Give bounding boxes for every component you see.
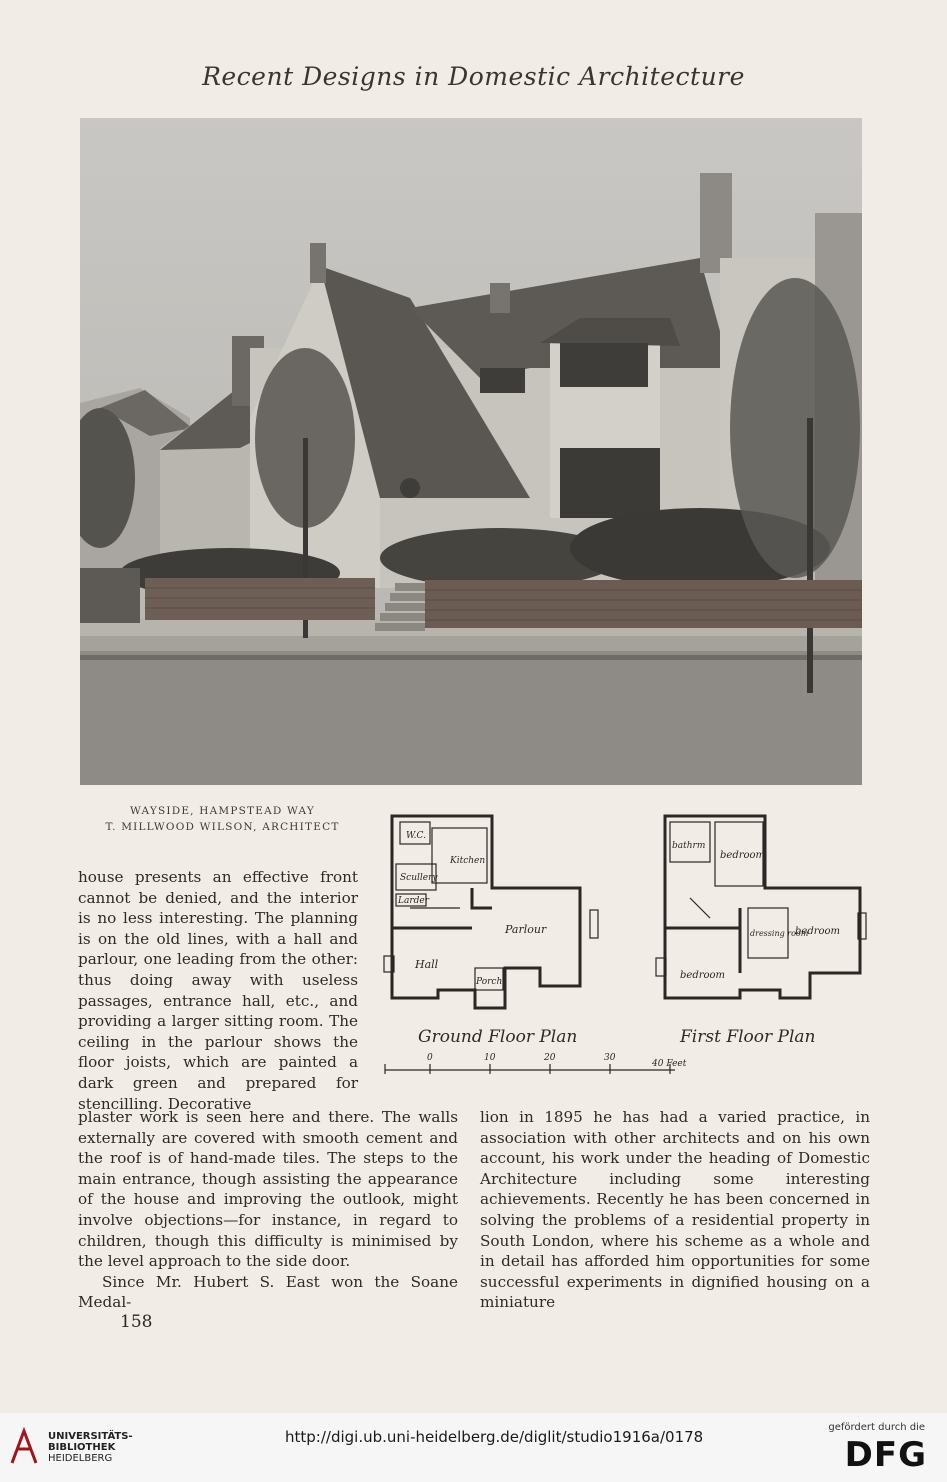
room-scullery: Scullery [400, 873, 438, 883]
paragraph-left-continued: Since Mr. Hubert S. East won the Soane Medal- [78, 1272, 458, 1312]
room-parlour: Parlour [505, 923, 547, 936]
text-column-right [480, 1107, 870, 1313]
library-name: UNIVERSITÄTS- BIBLIOTHEK HEIDELBERG [48, 1431, 133, 1464]
room-hall: Hall [415, 958, 439, 971]
ground-floor-plan-label: Ground Floor Plan [418, 1027, 578, 1047]
dfg-logo: DFG [844, 1435, 927, 1475]
paragraph-left-top: house presents an effective front cannot be denied, and the interior is no less interesting. The planning is on the old lines, with a hall and parlour, one leading from the other: thus doing away with useless passages, entrance hall, etc., and providing a larger sitting room. The ceiling in the parlour shows the floor joists, which are painted a dark green and prepared for stencilling. Decorative [78, 868, 358, 1113]
page-number: 158 [120, 1312, 153, 1332]
running-title: Recent Designs in Domestic Architecture [202, 62, 745, 91]
room-bedroom-3: bedroom [680, 970, 726, 981]
room-porch: Porch [476, 977, 503, 987]
text-column-left-top [78, 867, 358, 1114]
scale-bar [385, 1064, 675, 1074]
figure-caption-title: WAYSIDE, HAMPSTEAD WAY [130, 805, 315, 817]
room-dressing: dressing room [750, 929, 809, 938]
scale-tick-10: 10 [484, 1053, 496, 1063]
source-url-link[interactable]: http://digi.ub.uni-heidelberg.de/diglit/studio1916a/0178 [285, 1428, 704, 1446]
funding-note: gefördert durch die [828, 1422, 925, 1433]
paragraph-right: lion in 1895 he has had a varied practice, in association with other architects and on his own account, his work under the heading of Domestic Architecture including some interesting achievements. Recently he has been concerned in solving the problems of a residential property in South London, where his scheme as a whole and in detail has afforded him opportunities for some successful experiments in dignified housing on a miniature [480, 1108, 870, 1312]
room-bedroom-2: bedroom [795, 926, 841, 937]
house-photograph [80, 118, 862, 785]
scale-tick-20: 20 [544, 1053, 556, 1063]
room-bedroom-1: bedroom [720, 850, 766, 861]
scale-tick-0: 0 [427, 1053, 433, 1063]
library-logo-icon [8, 1427, 40, 1467]
scale-tick-40: 40 Feet [652, 1059, 687, 1069]
figure-caption-architect: T. MILLWOOD WILSON, ARCHITECT [105, 821, 340, 833]
first-floor-plan-label: First Floor Plan [680, 1027, 816, 1047]
digitization-footer [0, 1413, 947, 1482]
room-kitchen: Kitchen [450, 856, 486, 866]
room-bathroom: bathrm [672, 841, 706, 851]
room-larder: Larder [398, 896, 430, 906]
room-wc: W.C. [406, 831, 426, 841]
scale-tick-30: 30 [604, 1053, 616, 1063]
text-column-left [78, 1107, 458, 1313]
paragraph-left-bottom: plaster work is seen here and there. The walls externally are covered with smooth cement and the roof is of hand-made tiles. The steps to the main entrance, though assisting the appearance of the house and improving the outlook, might involve objections—for instance, in regard to children, though this difficulty is minimised by the level approach to the side door. [78, 1108, 458, 1271]
